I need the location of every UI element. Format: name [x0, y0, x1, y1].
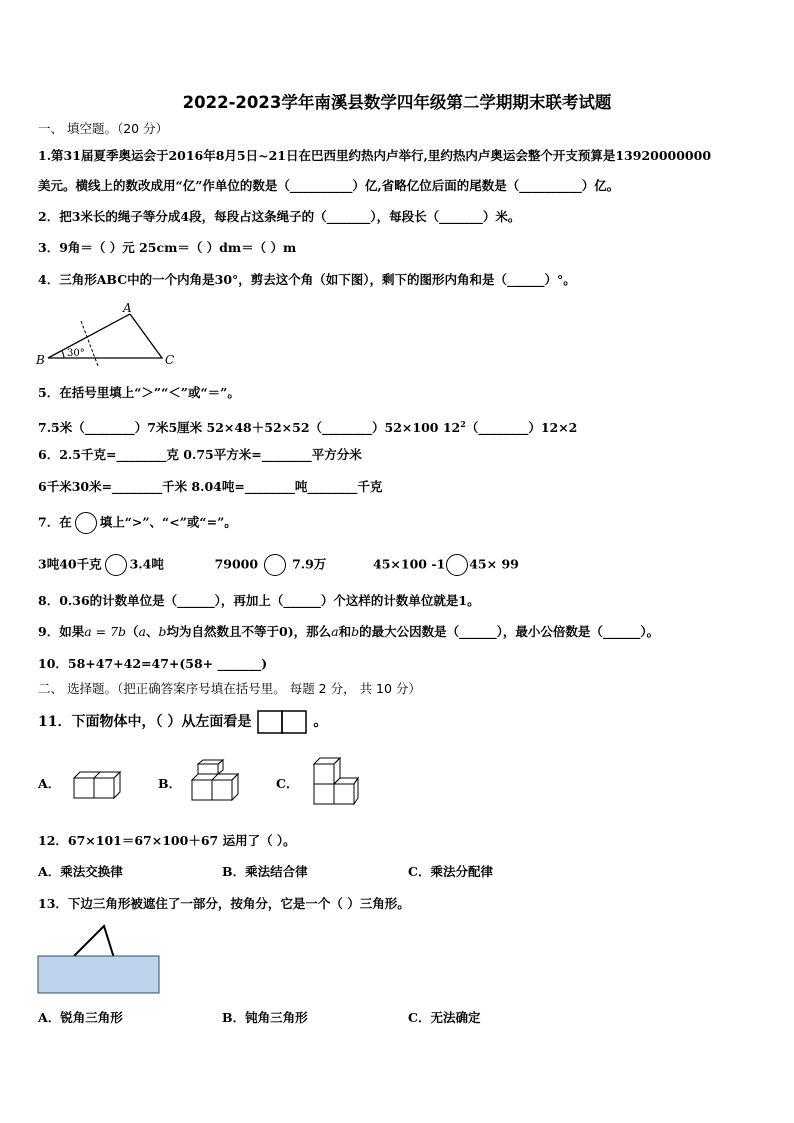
question-6-line-1: 6．2.5千克=________克 0.75平方米=________平方分米 [38, 447, 362, 462]
question-7-items [38, 554, 519, 576]
question-9 [38, 624, 659, 640]
angle-arc [62, 351, 64, 358]
cover-rectangle [38, 956, 159, 993]
left-view-two-squares [257, 710, 307, 734]
vertex-c-label: C [165, 353, 175, 367]
option-11-b-label: B． [158, 776, 182, 791]
question-4: 4．三角形ABC中的一个内角是30°，剪去这个角（如下图），剩下的图形内角和是（______）°。 [38, 272, 576, 287]
triangle-tip [72, 926, 114, 958]
q9-and: 和 [338, 624, 352, 639]
question-2: 2．把3米长的绳子等分成4段，每段占这条绳子的（_______），每段长（_______）米。 [38, 209, 521, 224]
compare-2-circle[interactable] [264, 554, 286, 576]
question-12: 12．67×101＝67×100＋67 运用了（ ）。 [38, 833, 296, 848]
question-7 [38, 512, 237, 534]
question-7-prefix: 7．在 [38, 514, 72, 530]
option-13-b: B．钝角三角形 [222, 1010, 308, 1025]
question-9-prefix: 9．如果 [38, 624, 85, 639]
question-5-items [38, 416, 577, 436]
question-13: 13．下边三角形被遮住了一部分，按角分，它是一个（ ）三角形。 [38, 896, 410, 911]
option-11-a-figure [74, 770, 122, 800]
question-5-part-a: 7.5米（________）7米5厘米 52×48＋52×52（________）52×100 12 [38, 420, 461, 436]
option-11-b-figure [192, 764, 240, 802]
option-11-a-label: A． [38, 776, 61, 791]
question-11-end: 。 [313, 714, 328, 730]
question-7-suffix: 填上“>”、“<”或“=”。 [99, 514, 237, 530]
question-8: 8．0.36的计数单位是（______），再加上（______）个这样的计数单位就是1。 [38, 593, 480, 608]
question-1-line-2: 美元。横线上的数改成用“亿”作单位的数是（__________）亿,省略亿位后面的尾数是（__________）亿。 [38, 178, 620, 193]
question-3: 3．9角＝（ ）元 25cm＝（ ）dm＝（ ）m [38, 240, 297, 255]
q9-condition: 均为自然数且不等于0)，那么 [166, 624, 332, 639]
circle-blank [75, 512, 97, 534]
section-2-heading: 二、 选择题。（把正确答案序号填在括号里。 每题 2 分， 共 10 分） [38, 681, 421, 696]
q9-sep: 、 [146, 624, 159, 639]
question-5-part-b: （________）12×2 [465, 420, 578, 436]
question-10: 10．58+47+42=47+(58+ _______) [38, 656, 268, 671]
angle-label: 30° [67, 348, 85, 359]
vertex-a-label: A [123, 301, 132, 315]
question-11-text: 11．下面物体中，（ ）从左面看是 [38, 714, 252, 730]
option-13-a: A．锐角三角形 [38, 1010, 123, 1025]
compare-2-left: 79000 [214, 556, 259, 572]
exponent: 2 [460, 419, 466, 429]
option-13-c: C．无法确定 [408, 1010, 481, 1025]
compare-1-left: 3吨40千克 [38, 556, 102, 572]
section-1-heading: 一、 填空题。（20 分） [38, 121, 169, 136]
question-6-line-2: 6千米30米=________千米 8.04吨=________吨________千克 [38, 479, 383, 494]
compare-3-circle[interactable] [446, 554, 468, 576]
cut-line [81, 321, 98, 366]
vertex-b-label: B [36, 353, 45, 367]
var-b: b [158, 624, 167, 639]
var-a-2: a [331, 624, 339, 639]
q9-suffix: 的最大公因数是（______），最小公倍数是（______）。 [359, 624, 660, 639]
compare-2-right: 7.9万 [292, 556, 327, 572]
question-11 [38, 710, 327, 734]
question-5: 5．在括号里填上“＞”“＜”或“＝”。 [38, 385, 240, 400]
option-12-a: A．乘法交换律 [38, 864, 123, 879]
covered-triangle-figure [36, 920, 162, 996]
triangle-abc-figure [34, 300, 184, 370]
compare-3-left: 45×100 -1 [373, 556, 446, 572]
option-11-c-label: C． [276, 776, 299, 791]
compare-3-right: 45× 99 [469, 556, 519, 572]
compare-1-right: 3.4吨 [129, 556, 164, 572]
compare-1-circle[interactable] [105, 554, 127, 576]
page-title: 2022-2023学年南溪县数学四年级第二学期期末联考试题 [182, 93, 612, 112]
option-12-b: B．乘法结合律 [222, 864, 308, 879]
question-1-line-1: 1.第31届夏季奥运会于2016年8月5日~21日在巴西里约热内卢举行,里约热内卢奥运会整个开支预算是13920000000 [38, 148, 712, 163]
var-a: a [138, 624, 146, 639]
equation-a-7b: a = 7b [84, 624, 127, 639]
option-11-c-figure [312, 756, 360, 806]
triangle-edges [48, 314, 162, 358]
q9-open-paren: （ [126, 624, 139, 639]
option-12-c: C．乘法分配律 [408, 864, 493, 879]
var-b-2: b [351, 624, 360, 639]
